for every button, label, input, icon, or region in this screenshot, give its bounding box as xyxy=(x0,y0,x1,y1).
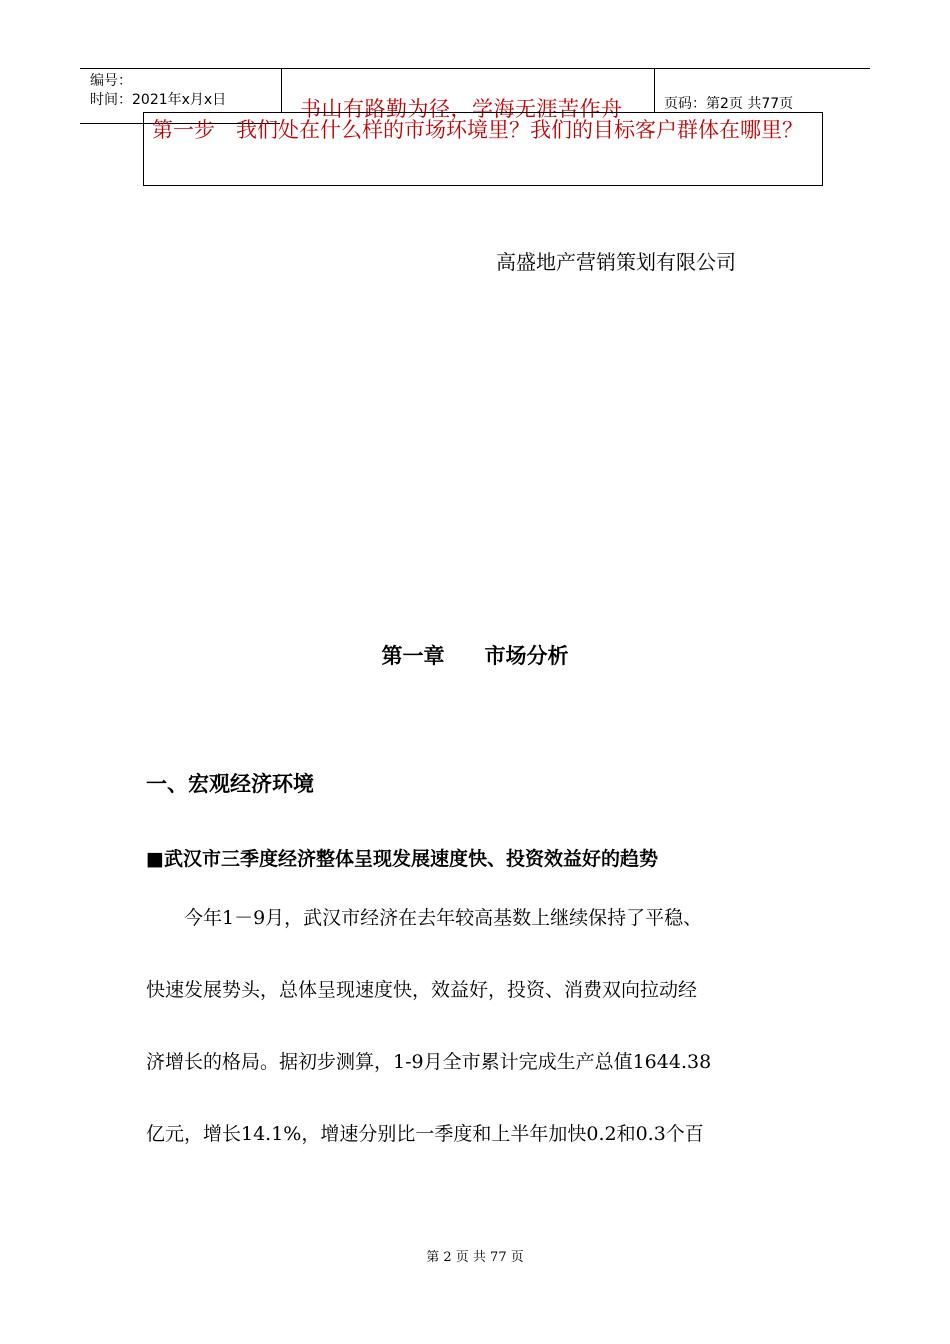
company-name: 高盛地产营销策划有限公司 xyxy=(496,250,736,274)
paragraph-line: 济增长的格局。据初步测算，1-9月全市累计完成生产总值1644.38 xyxy=(146,1051,712,1073)
section-heading: 一、宏观经济环境 xyxy=(146,771,314,796)
document-date-label: 时间：2021年x月x日 xyxy=(90,92,227,108)
page-footer: 第 2 页 共 77 页 xyxy=(426,1250,524,1265)
paragraph-line: 亿元，增长14.1%，增速分别比一季度和上半年加快0.2和0.3个百 xyxy=(146,1123,704,1145)
chapter-name: 市场分析 xyxy=(484,643,569,668)
subsection-heading: ■武汉市三季度经济整体呈现发展速度快、投资效益好的趋势 xyxy=(146,848,658,870)
paragraph-line: 快速发展势头，总体呈现速度快，效益好，投资、消费双向拉动经 xyxy=(146,979,698,1001)
step-heading: 第一步 我们处在什么样的市场环境里？我们的目标客户群体在哪里？ xyxy=(152,118,803,142)
header-divider-right xyxy=(654,68,655,112)
header-divider-left xyxy=(281,68,282,112)
page-number-label: 页码：第2页 共77页 xyxy=(664,96,794,112)
chapter-title xyxy=(0,640,950,670)
body-paragraph xyxy=(146,903,810,1191)
paragraph-line: 今年1－9月，武汉市经济在去年较高基数上继续保持了平稳、 xyxy=(146,907,703,929)
chapter-number: 第一章 xyxy=(381,643,445,668)
header-motto: 书山有路勤为径，学海无涯苦作舟 xyxy=(300,97,623,121)
document-number-label: 编号： xyxy=(90,73,132,89)
header-top-rule xyxy=(80,68,870,69)
